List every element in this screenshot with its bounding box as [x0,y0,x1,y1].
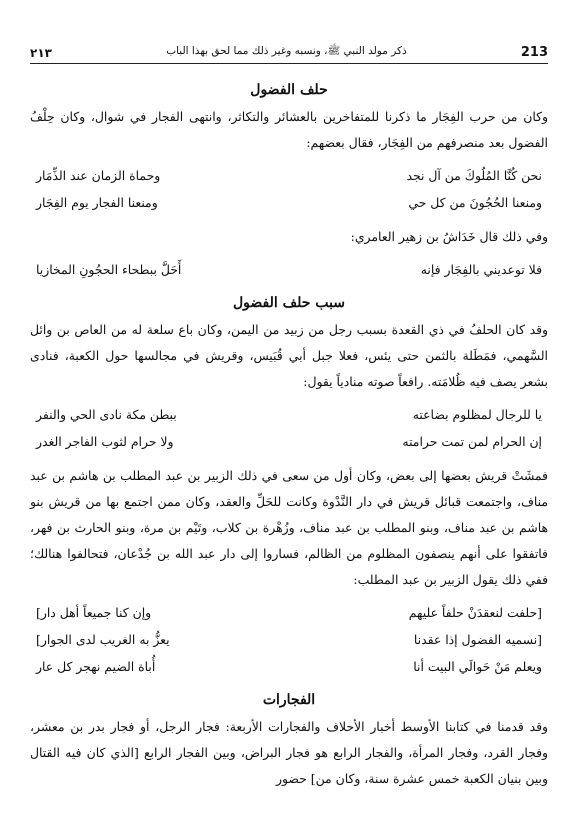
paragraph: وقد كان الحلفُ في ذي القعدة بسبب رجل من زبيد من اليمن، وكان باع سلعة له من العاص بن وائل السَّهمي، فمَطَلة بالثمن حتى يئس، فعلا جبل أبي قُبَيس، وقريش في مجالسها حول الكعبة، فنادى بشعر يصف فيه ظُلامَته. رافعاً صوته منادياً يقول: [30,322,548,389]
hemistich-first: إن الحرام لمن تمت حرامته [402,434,542,449]
hemistich-second: أُباة الضيم نهجر كل عار [36,659,156,674]
hemistich-first: ويعلم مَنْ حَوالَي البيت أنا [413,659,542,674]
hemistich-second: يعزُّ به الغريب لدى الجوار] [36,632,170,647]
verse-line [30,162,548,189]
paragraph: وقد قدمنا في كتابنا الأوسط أخبار الأحلاف والفجارات الأربعة: فجار الرجل، أو فجار بدر بن معشر، وفجار القرد، وفجار المرأة، والفجار الرابع هو فجار البراض، وبين الفجار الرابع [الذي كان فيه القتال وبين بنيان الكعبة خمس عشرة سنة، وكان من] حضور [30,719,548,786]
section-title-fijarat: الفجارات [262,692,316,708]
paragraph: وفي ذلك قال خَدَاشُ بن زهير العامري: [350,229,548,244]
header-rule [30,63,548,64]
hemistich-first: فلا توعديني بالفِجَار فإنه [420,262,542,277]
running-header [30,36,548,60]
running-title: ذكر مولد النبي ﷺ، ونسبه وغير ذلك مما لحق بهذا الباب [166,45,407,57]
hemistich-first: نحن كُنَّا المُلُوكَ من آل نجد [406,168,542,183]
paragraph: فمشَتْ قريش بعضها إلى بعض، وكان أول من سعى في ذلك الزبير بن عبد المطلب بن هاشم بن عبد مناف، واجتمعت قبائل قريش في دار النَّدْوة وكانت للحَلِّ والعقد، وكان ممن اجتمع بها من قريش بنو هاشم بن عبد مناف، وبنو المطلب بن عبد مناف، وزُهْرة بن كلاب، وتَيْم بن مرة، وبنو الحارث بن فهر، فاتفقوا على أنهم ينصفون المظلوم من الظالم، فساروا إلى دار عبد الله بن جُدْعان، فتحالفوا هنالك؛ ففي ذلك يقول الزبير بن عبد المطلب: [30,468,548,587]
poem [30,401,548,455]
hemistich-second: وحماة الزمان عند الذِّمَار [36,168,161,183]
verse-line [30,189,548,216]
verse-line [30,428,548,455]
poem [30,162,548,216]
hemistich-second: ومنعنا الفجار يوم الفِجَار [36,195,158,210]
hemistich-second: وإن كنا جميعاً أهل دار] [36,605,152,620]
page-number-arabic: ٢١٣ [30,46,52,60]
poem [30,599,548,680]
hemistich-first: ومنعنا الحُجُونَ من كل حي [408,195,542,210]
verse-line [30,599,548,626]
page-number-latin: 213 [520,45,548,60]
hemistich-second: أَحَلَّ ببطحاء الحجُونِ المخازيا [36,262,182,277]
section-title-sabab-hilf: سبب حلف الفضول [232,295,345,311]
verse-line [30,653,548,680]
verse-line [30,401,548,428]
page-body [30,70,548,798]
hemistich-first: [نسميه الفضول إذا عقدنا [413,632,542,647]
hemistich-first: يا للرجال لمظلوم بضاعته [412,407,542,422]
poem [30,256,548,283]
section-title-hilf-al-fudul: حلف الفضول [250,82,328,98]
paragraph: وكان من حرب الفِجَار ما ذكرنا للمتفاخرين بالعشائر والتكاثر، وانتهى الفجار في شوال، وكان حِلْفُ الفضول بعد منصرفهم من الفِجَار، فقال بعضهم: [30,109,548,150]
hemistich-first: [حلفت لنعقدَنْ حلفاً عليهم [408,605,542,620]
hemistich-second: ببطن مكة نادى الحي والنفر [36,407,177,422]
verse-line [30,626,548,653]
hemistich-second: ولا حرام لثوب الفاجر الغدر [36,434,174,449]
verse-line [30,256,548,283]
